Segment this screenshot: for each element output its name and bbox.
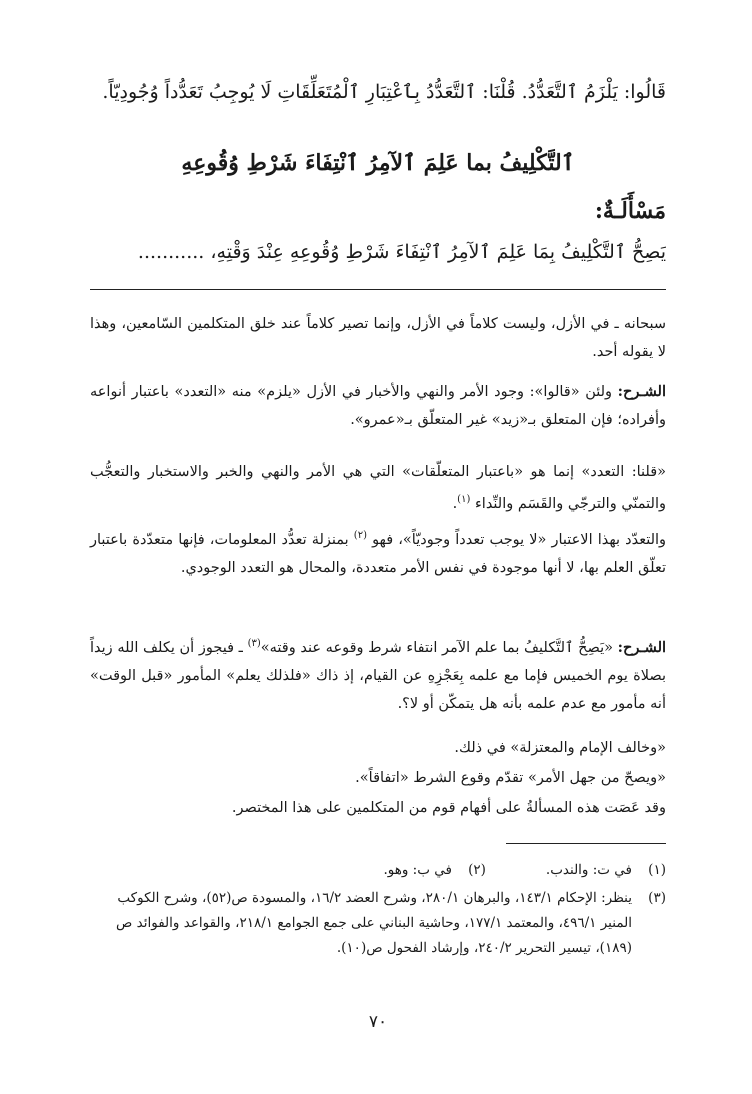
sharh-paragraph-5 (90, 630, 666, 718)
footnote-3-text: ينظر: الإحكام ١٤٣/١، والبرهان ٢٨٠/١، وشرح العضد ١٦/٢، والمسودة ص(٥٢)، وشرح الكوكب المنير ٤٩٦/١، والمعتمد ١٧٧/١، وحاشية البناني على جمع الجوامع ٢١٨/١، والقواعد والفوائد ص (١٨٩)، تيسير التحرير ٢٤٠/٢، وإرشاد الفحول ص(١٠). (116, 890, 632, 956)
section-heading: ٱلتَّكْلِيفُ بما عَلِمَ ٱلآمِرُ ٱنْتِفَاءَ شَرْطِ وُقُوعِهِ (181, 150, 575, 176)
sharh-paragraph-3-end: . (452, 495, 458, 512)
sharh-paragraph-2-text: ولئن «قالوا»: وجود الأمر والنهي والأخبار في الأزل «يلزم» منه «التعدد» باعتبار أنواعه وأفراده؛ فإن المتعلق بـ«زيد» غير المتعلّق بـ«عمرو». (90, 384, 666, 428)
footnote-ref-1[interactable]: (١) (457, 494, 471, 505)
sharh-paragraph-8: وقد عَصَت هذه المسألةُ على أفهام قوم من المتكلمين على هذا المختصر. (231, 800, 666, 816)
sharh-paragraph-6: «وخالف الإمام والمعتزلة» في ذلك. (454, 740, 666, 756)
sharh-paragraph-4 (90, 522, 666, 582)
sharh-paragraph-2 (90, 378, 666, 434)
footnote-2-number: (٢) (468, 862, 486, 878)
footnote-divider (506, 843, 666, 844)
footnote-2-text: في ب: وهو. (383, 862, 452, 878)
sharh-paragraph-7: «ويصحّ من جهل الأمر» تقدّم وقوع الشرط «اتفاقاً». (355, 770, 666, 786)
sharh-label-2: الشـرح: (617, 638, 667, 656)
matn-line-1: قَالُوا: يَلْزَمُ ٱلتَّعَدُّدُ. قُلْنَا: ٱلتَّعَدُّدُ بِٱعْتِبَارِ ٱلْمُتَعَلِّقَاتِ لَا يُوجِبُ تَعَدُّداً وُجُودِيّاً. (102, 81, 666, 103)
footnote-ref-3[interactable]: (٣) (247, 638, 261, 649)
footnote-1-number: (١) (648, 862, 666, 878)
sharh-paragraph-3 (90, 458, 666, 518)
footnote-3 (90, 886, 666, 961)
matn-dots: ........... (137, 241, 205, 263)
sharh-paragraph-1: سبحانه ـ في الأزل، وليست كلاماً في الأزل، وإنما تصير كلاماً عند خلق المتكلمين السّامعين، وهذا لا يقوله أحد. (90, 316, 666, 360)
footnote-row-1 (90, 858, 666, 883)
sharh-paragraph-4-text-b: بمنزلة تعدُّد المعلومات، فإنها متعدّدة باعتبار تعلّق العلم بها، لا أنها موجودة في نفس الأمر متعددة، والمحال هو التعدد الوجودي. (90, 531, 666, 576)
sharh-paragraph-5-text-a: «يَصِحُّ ٱلتَّكليفُ بما علم الآمر انتفاء شرط وقوعه عند وقته» (260, 639, 618, 656)
sharh-paragraph-3-text: «قلنا: التعدد» إنما هو «باعتبار المتعلّقات» التي هي الأمر والنهي والخبر والاستخبار والتعجُّب والتمنّي والترجّي والقَسَم والنِّداء (90, 464, 666, 512)
page-number: ٧٠ (368, 1012, 388, 1032)
matn-sharh-divider (90, 289, 666, 290)
matn-line-2-text: يَصِحُّ ٱلتَّكْلِيفُ بِمَا عَلِمَ ٱلآمِرُ ٱنْتِفَاءَ شَرْطِ وُقُوعِهِ عِنْدَ وَقْتِهِ، (210, 241, 666, 263)
matn-line-2 (90, 230, 666, 274)
footnote-ref-2[interactable]: (٢) (353, 530, 367, 541)
sharh-paragraph-4-text-a: والتعدّد بهذا الاعتبار «لا يوجب تعدداً وجوديّاً»، فهو (372, 531, 667, 548)
footnote-3-number: (٣) (648, 890, 666, 906)
page (90, 0, 666, 1094)
sharh-paragraph-5-text-b: ـ فيجوز أن يكلف الله زيداً بصلاة يوم الخميس فإما مع علمه بِعَجْزِهِ عن القيام، إذ ذاك «فلذلك يعلم» المأمور «قبل الوقت» أنه مأمور مع عدم علمه بأنه هل يتمكّن أو لا؟. (90, 639, 666, 712)
sharh-label: الشـرح: (617, 383, 666, 400)
masala-label: مَسْأَلَـةٌ: (594, 198, 666, 224)
footnote-1-text: في ت: والندب. (545, 862, 632, 878)
